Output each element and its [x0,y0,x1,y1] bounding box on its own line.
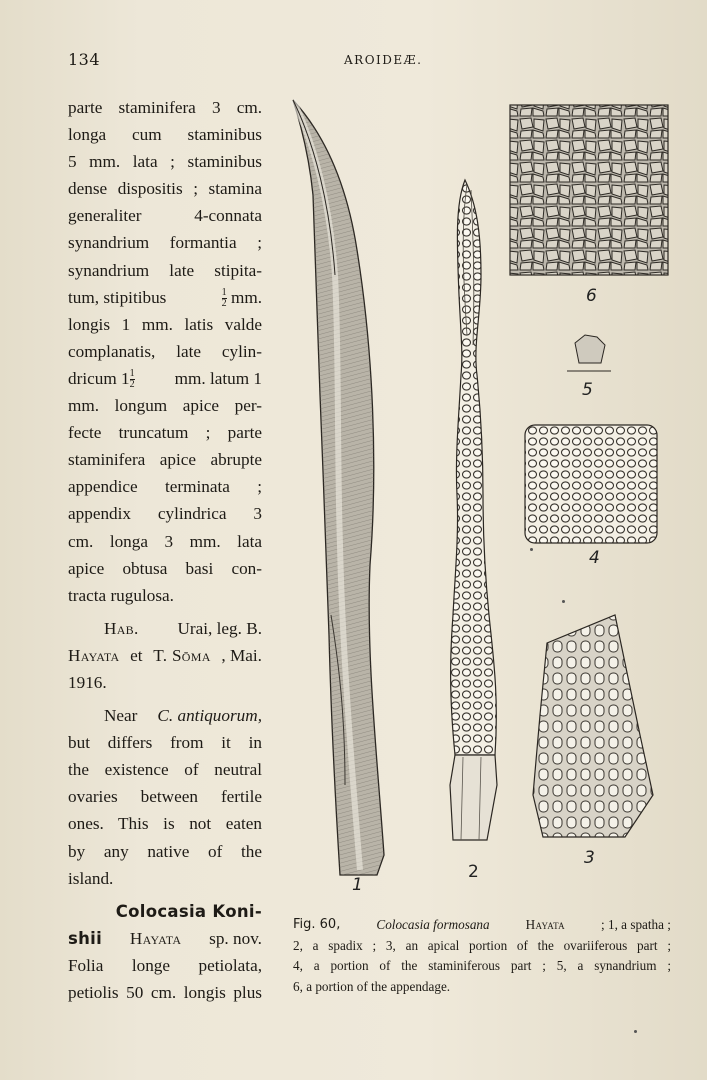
figure-number-4: 4 [589,548,600,568]
collection-date: , Mai. [221,645,262,665]
text-line [68,365,262,392]
text-line: petiolis 50 cm. longis plus [68,983,262,1002]
species-heading [68,898,262,925]
caption-line: 2, a spadix ; 3, an apical portion of the ovariiferous part ; [293,937,671,953]
staminiferous-portion-drawing [525,425,657,543]
figure-number-5: 5 [582,380,593,400]
text-line: mm. longum apice per- [68,396,262,416]
text-line: longa cum staminibus [68,125,262,145]
collector-name: Hayata [68,645,120,665]
text-fragment: dricum 1 [68,368,130,388]
running-head: AROIDEÆ. [344,53,423,67]
figure-number-1: 1 [352,875,363,895]
caption-line [293,915,671,936]
figure-number-3: 3 [584,848,595,868]
habitat-text: Urai, leg. B. [177,618,262,638]
ovariiferous-portion-drawing [533,615,653,837]
caption-line: 4, a portion of the staminiferous part ; 5, a synandrium ; [293,958,671,973]
collector-name: T. Sōma [153,645,211,665]
text-line: ones. This is not eaten [68,814,262,834]
habitat-line [68,615,262,642]
text-line: synandrium late stipita- [68,260,262,280]
text-line: parte staminifera 3 cm. [68,98,262,117]
species-reference: C. antiquorum, [157,706,262,726]
text-line: the existence of neutral [68,760,262,780]
text-fragment [68,365,135,392]
specks [634,1030,637,1033]
specks [530,548,533,551]
text-line: ovaries between fertile [68,787,262,807]
spadix-drawing [450,180,497,840]
text-line: longis 1 mm. latis valde [68,314,262,334]
text-line: cm. longa 3 mm. lata [68,531,262,551]
text-line: 1916. [68,672,107,692]
body-text-column [68,94,262,1006]
specks [562,600,565,603]
habitat-label: Hab. [104,618,139,638]
page-number: 134 [68,50,101,69]
text-line: appendice terminata ; [68,477,262,497]
text-line: appendix cylindrica 3 [68,504,262,524]
text-line [68,702,262,729]
text-line: 5 mm. lata ; staminibus [68,152,262,172]
text-line: apice obtusa basi con- [68,558,262,578]
caption-author: Hayata [525,917,565,932]
text-line: generaliter 4-connata [68,206,262,226]
text-fragment: mm. [226,287,262,307]
text-line: tracta rugulosa. [68,585,174,605]
text-line: staminifera apice abrupte [68,450,262,470]
text-line: fecte truncatum ; parte [68,423,262,443]
synandrium-drawing [567,335,611,371]
appendage-portion-drawing [510,105,668,275]
text-line: synandrium formantia ; [68,233,262,253]
collector-line [68,642,262,669]
species-status: sp. nov. [209,928,262,948]
caption-text: ; 1, a spatha ; [601,917,671,932]
species-title: shii [68,928,103,948]
figure-number-6: 6 [586,286,597,306]
text-line: Folia longe petiolata, [68,955,262,975]
figure-caption [293,915,671,997]
species-author: Hayata [129,928,182,948]
fraction-numerator: 1 [221,287,227,299]
fraction-denominator: 2 [221,298,227,310]
text-line: dense dispositis ; stamina [68,179,262,199]
text-fragment: et [130,645,143,665]
page-header [68,50,707,72]
text-line [68,284,262,311]
text-line: island. [68,868,114,888]
text-fragment: Near [104,706,138,726]
caption-line: 6, a portion of the appendage. [293,978,451,994]
fraction-denominator: 2 [129,379,135,391]
species-title: Colocasia Koni- [115,901,262,921]
text-line: complanatis, late cylin- [68,341,262,361]
text-line: but differs from it in [68,733,262,753]
botanical-plate [285,95,685,895]
text-fragment: tum, stipitibus [68,287,167,307]
text-line: by any native of the [68,841,262,861]
spathe-drawing [293,100,384,875]
text-fragment [222,284,262,311]
figure-label: Fig. 60, [293,917,341,932]
caption-species: Colocasia formosana [376,917,490,932]
figure-number-2: 2 [468,862,479,882]
fraction-numerator: 1 [129,368,135,380]
species-heading [68,925,262,952]
text-fragment: mm. latum 1 [174,368,262,388]
